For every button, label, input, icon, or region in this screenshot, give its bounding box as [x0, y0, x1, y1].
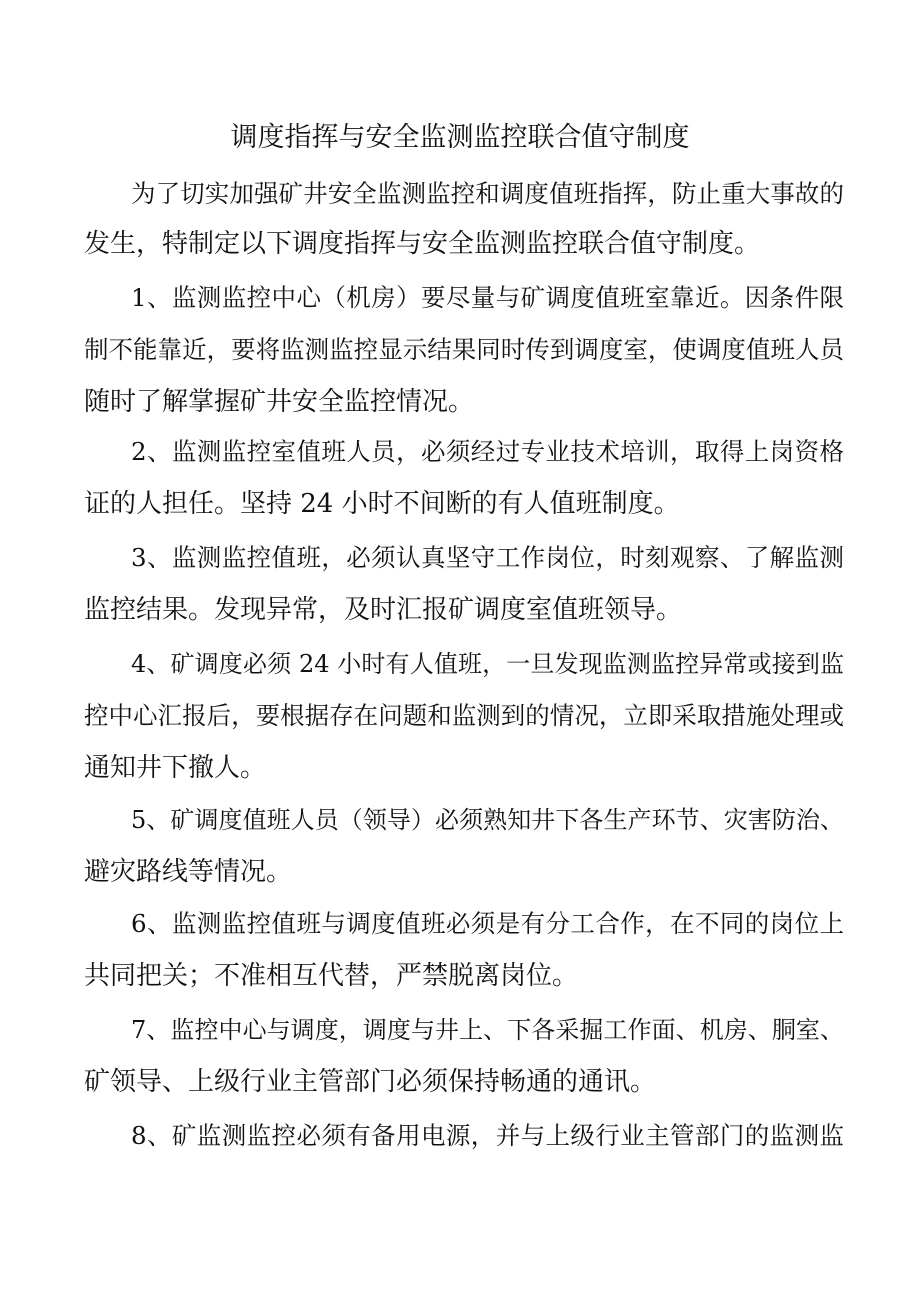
item-1-line-3: 随时了解掌握矿井安全监控情况。 — [84, 387, 475, 417]
item-3-line-1: 3、监测监控值班，必须认真坚守工作岗位，时刻观察、了解监测 — [131, 543, 844, 572]
item-7-line-1: 7、监控中心与调度，调度与井上、下各采掘工作面、机房、胴室、 — [131, 1016, 844, 1044]
item-4-line-3: 通知井下撤人。 — [84, 753, 267, 783]
item-8-line-1: 8、矿监测监控必须有备用电源，并与上级行业主管部门的监测监 — [131, 1121, 844, 1150]
item-1-line-1: 1、监测监控中心（机房）要尽量与矿调度值班室靠近。因条件限 — [131, 283, 844, 312]
item-2-line-2: 证的人担任。坚持 24 小时不间断的有人值班制度。 — [84, 489, 680, 519]
item-2-line-1: 2、监测监控室值班人员，必须经过专业技术培训，取得上岗资格 — [131, 437, 844, 466]
item-5-line-1: 5、矿调度值班人员（领导）必须熟知井下各生产环节、灾害防治、 — [131, 806, 844, 834]
item-7-line-2: 矿领导、上级行业主管部门必须保持畅通的通讯。 — [84, 1067, 657, 1097]
item-4-line-1: 4、矿调度必须 24 小时有人值班，一旦发现监测监控异常或接到监 — [131, 650, 844, 678]
intro-line-2: 发生，特制定以下调度指挥与安全监测监控联合值守制度。 — [84, 229, 761, 259]
item-6-line-1: 6、监测监控值班与调度值班必须是有分工合作，在不同的岗位上 — [131, 909, 844, 938]
item-3-line-2: 监控结果。发现异常，及时汇报矿调度室值班领导。 — [84, 595, 683, 625]
item-6-line-2: 共同把关；不准相互代替，严禁脱离岗位。 — [84, 961, 579, 991]
document-title: 调度指挥与安全监测监控联合值守制度 — [230, 122, 690, 153]
item-1-line-2: 制不能靠近，要将监测监控显示结果同时传到调度室，使调度值班人员 — [84, 335, 844, 364]
item-5-line-2: 避灾路线等情况。 — [84, 857, 293, 887]
item-4-line-2: 控中心汇报后，要根据存在问题和监测到的情况，立即采取措施处理或 — [84, 701, 844, 730]
intro-line-1: 为了切实加强矿井安全监测监控和调度值班指挥，防止重大事故的 — [131, 179, 844, 208]
